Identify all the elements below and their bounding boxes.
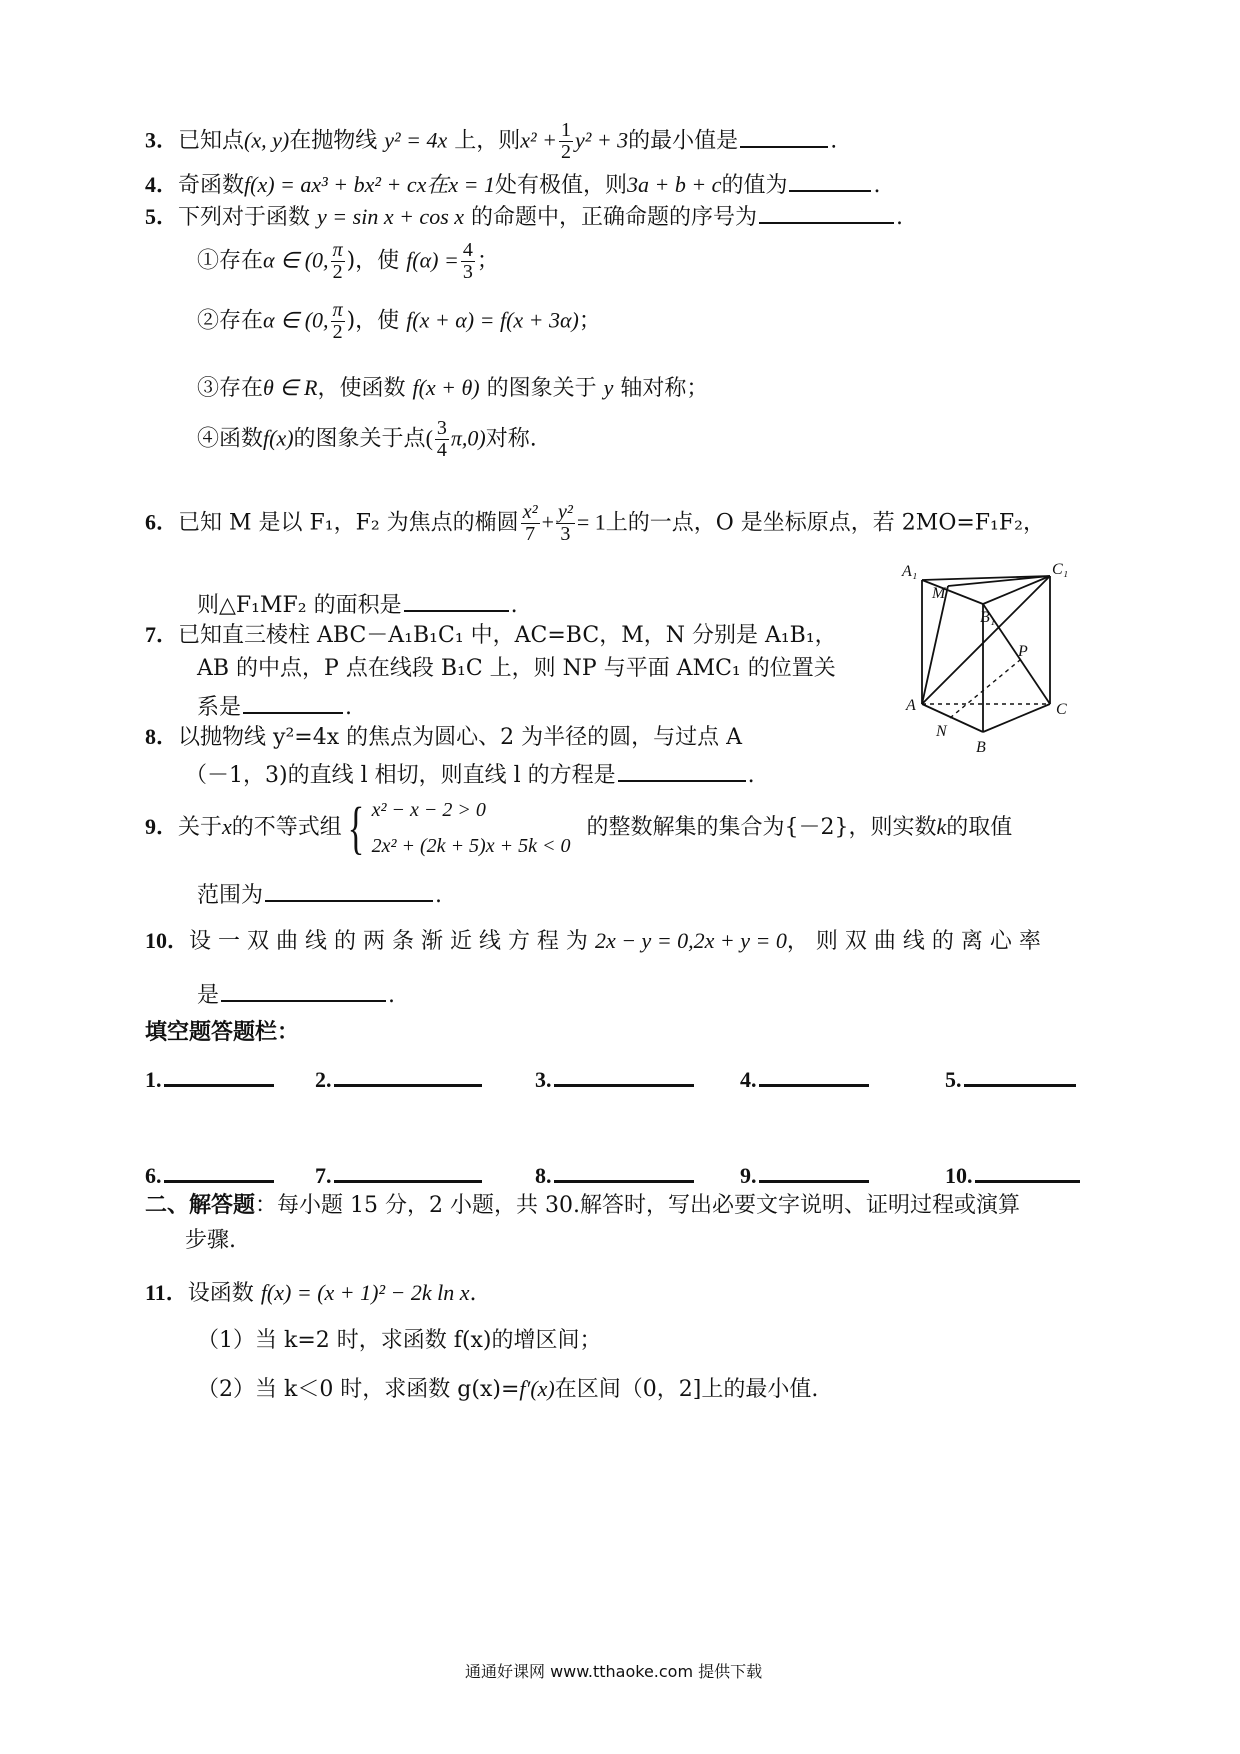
question-number: 7． [145, 622, 179, 647]
text: )，使 [346, 308, 400, 334]
option-1 [197, 240, 499, 283]
fraction [521, 502, 540, 545]
text: 轴对称； [620, 376, 709, 401]
answer-blank[interactable] [759, 1158, 869, 1183]
question-number: 9． [145, 814, 179, 839]
text: ④函数 [197, 426, 264, 452]
text: 是 [197, 983, 220, 1008]
question-6 [145, 502, 1045, 545]
text: 步骤. [185, 1228, 236, 1253]
math: 2x − y = 0,2x + y = 0 [594, 928, 787, 953]
text: 上，则 [454, 128, 521, 154]
answer-blank[interactable] [265, 878, 433, 902]
math: y = sin x + cos x [317, 204, 465, 229]
text: 的值为 [721, 173, 788, 198]
answer-blank[interactable] [789, 168, 871, 192]
text: 上的一点，O 是坐标原点，若 2MO=F₁F₂， [605, 510, 1045, 536]
answer-slot-7[interactable] [315, 1158, 484, 1189]
answer-slot-4[interactable] [740, 1062, 871, 1093]
text: 处有极值，则 [494, 173, 627, 198]
inequality-system [372, 792, 571, 864]
denominator: 2 [332, 261, 343, 283]
text: . [896, 205, 904, 230]
answer-slot-10[interactable] [945, 1158, 1082, 1189]
edge [983, 576, 1050, 604]
text: 设 一 双 曲 线 的 两 条 渐 近 线 方 程 为 [189, 929, 588, 954]
answer-blank[interactable] [554, 1062, 694, 1087]
math: f(x) = (x + 1)² − 2k ln x [260, 1280, 470, 1305]
numerator: 3 [436, 417, 447, 439]
text: 的命题中，正确命题的序号为 [471, 205, 758, 230]
slot-label: 6. [145, 1163, 162, 1188]
question-7 [145, 622, 837, 649]
denominator: 3 [462, 261, 473, 283]
text: 设函数 [187, 1281, 254, 1306]
fraction [559, 120, 573, 163]
denominator: 4 [436, 439, 447, 461]
text: . [469, 1281, 477, 1306]
math: 3a + b + c [626, 172, 722, 197]
text: 在区间（0，2]上的最小值. [554, 1377, 819, 1402]
slot-label: 1. [145, 1067, 162, 1092]
numerator: 4 [462, 239, 473, 261]
question-7-line2 [197, 656, 836, 682]
question-number: 6． [145, 509, 179, 535]
question-10-line2 [197, 978, 395, 1009]
math: x [222, 814, 232, 839]
inequality: x² − x − 2 > 0 [371, 799, 486, 821]
section-2-heading [145, 1193, 1020, 1219]
brace: { [347, 795, 365, 860]
math: θ ∈ R [263, 375, 318, 400]
math: α ∈ (0, [263, 247, 329, 273]
question-number: 4． [145, 172, 179, 197]
text: . [345, 695, 353, 720]
text: 下列对于函数 [178, 205, 311, 230]
answer-blank[interactable] [221, 978, 386, 1002]
denominator: 2 [332, 321, 343, 343]
math: f′(x) [519, 1376, 555, 1401]
math: k [936, 814, 947, 839]
answer-slot-9[interactable] [740, 1158, 871, 1189]
inequality: 2x² + (2k + 5)x + 5k < 0 [371, 835, 571, 857]
text: . [747, 763, 755, 788]
text: 已知 M 是以 F₁，F₂ 为焦点的椭圆 [178, 510, 519, 536]
math: f(x) [263, 425, 294, 451]
label-C1: C₁ [1052, 561, 1069, 578]
numerator: π [332, 239, 343, 261]
math: f(x) = ax³ + bx² + cx在x = 1 [244, 172, 495, 197]
label-P: P [1018, 643, 1028, 660]
label-M: M [932, 585, 946, 602]
question-8-line2 [185, 758, 755, 789]
option-4 [197, 418, 537, 461]
math: y² = 4x [384, 127, 448, 153]
answer-slot-1[interactable] [145, 1062, 276, 1093]
question-6-line2 [197, 588, 518, 619]
text: 范围为 [197, 883, 264, 908]
edge [922, 586, 948, 704]
answer-slot-2[interactable] [315, 1062, 484, 1093]
question-number: 5． [145, 204, 179, 229]
label-A: A [906, 697, 916, 714]
question-8 [145, 724, 742, 751]
math: = 1 [576, 509, 606, 535]
question-3 [145, 120, 837, 163]
slot-label: 10. [945, 1163, 973, 1188]
numerator: 1 [560, 119, 571, 141]
option-3 [197, 375, 708, 402]
text: . [830, 128, 838, 154]
answer-section-title: 填空题答题栏： [145, 1020, 300, 1045]
text: ； [476, 248, 499, 274]
fraction [435, 418, 449, 461]
section-2-line2 [185, 1228, 236, 1254]
hidden-edge [950, 660, 1020, 718]
answer-blank[interactable] [554, 1158, 694, 1183]
math: (x, y) [244, 127, 290, 153]
math: f(α) = [406, 247, 459, 273]
question-4 [145, 168, 880, 199]
slot-label: 7. [315, 1163, 332, 1188]
slot-label: 3. [535, 1067, 552, 1092]
text: 的整数解集的集合为{－2}，则实数 [586, 815, 937, 840]
question-5 [145, 200, 903, 231]
answer-slot-8[interactable] [535, 1158, 696, 1189]
slot-label: 4. [740, 1067, 757, 1092]
answer-blank[interactable] [243, 690, 343, 714]
slot-label: 5. [945, 1067, 962, 1092]
fraction [331, 240, 345, 283]
text: ③存在 [197, 376, 264, 401]
question-9-line2 [197, 878, 442, 909]
question-number: 10． [145, 928, 190, 953]
numerator: y² [557, 501, 573, 523]
question-9 [145, 792, 1012, 864]
text: 已知点 [178, 128, 245, 154]
fraction [556, 502, 575, 545]
option-2 [197, 300, 601, 343]
text: 已知直三棱柱 ABC－A₁B₁C₁ 中，AC=BC，M，N 分别是 A₁B₁， [178, 623, 837, 648]
math: f(x + α) = f(x + 3α) [406, 307, 579, 333]
math: f(x + θ) [412, 375, 480, 400]
answer-blank[interactable] [759, 200, 894, 224]
numerator: x² [522, 501, 538, 523]
fraction [461, 240, 475, 283]
math: π,0) [450, 425, 486, 451]
text: 以抛物线 y²=4x 的焦点为圆心、2 为半径的圆，与过点 A [178, 725, 742, 750]
text: 在抛物线 [289, 128, 378, 154]
text: 则△F₁MF₂ 的面积是 [197, 593, 402, 618]
text: ； [578, 308, 601, 334]
text: )，使 [346, 248, 400, 274]
text: ， 则 双 曲 线 的 离 心 率 [786, 929, 1041, 954]
answer-blank[interactable] [975, 1158, 1080, 1183]
text: （－1，3)的直线 l 相切，则直线 l 的方程是 [185, 763, 616, 788]
label-C: C [1056, 701, 1067, 718]
denominator: 7 [525, 523, 536, 545]
answer-blank[interactable] [404, 588, 509, 612]
answer-blank[interactable] [618, 758, 746, 782]
text: 的图象关于 [486, 376, 597, 401]
math: + [541, 509, 554, 535]
text: 奇函数 [178, 173, 245, 198]
question-11-part1 [197, 1328, 601, 1354]
text: . [510, 593, 518, 618]
question-number: 3． [145, 127, 179, 153]
denominator: 3 [560, 523, 571, 545]
answer-blank[interactable] [759, 1062, 869, 1087]
answer-blank[interactable] [164, 1158, 274, 1183]
math: α ∈ (0, [263, 307, 329, 333]
text: . [435, 883, 443, 908]
math: y [603, 375, 614, 400]
text: AB 的中点，P 点在线段 B₁C 上，则 NP 与平面 AMC₁ 的位置关 [197, 656, 836, 681]
label-N: N [936, 723, 947, 740]
denominator: 2 [560, 141, 571, 163]
question-11-part2 [197, 1376, 818, 1403]
text: . [388, 983, 396, 1008]
text: . [873, 173, 881, 198]
math: y² + 3 [574, 127, 629, 153]
numerator: π [332, 299, 343, 321]
text: 的取值 [946, 815, 1013, 840]
fraction [331, 300, 345, 343]
question-7-line3 [197, 690, 352, 721]
answer-blank[interactable] [740, 124, 828, 148]
label-A1: A₁ [902, 563, 918, 580]
answer-slot-5[interactable] [945, 1062, 1078, 1093]
text: 对称. [485, 426, 537, 452]
text: ：每小题 15 分，2 小题，共 30.解答时，写出必要文字说明、证明过程或演算 [255, 1193, 1020, 1218]
prism-figure [900, 560, 1075, 760]
slot-label: 2. [315, 1067, 332, 1092]
answer-blank[interactable] [964, 1062, 1076, 1087]
slot-label: 8. [535, 1163, 552, 1188]
text: ②存在 [197, 308, 264, 334]
text: 的图象关于点 [293, 426, 426, 452]
text: （2）当 k＜0 时，求函数 g(x)= [197, 1377, 520, 1402]
slot-label: 9. [740, 1163, 757, 1188]
answer-blank[interactable] [334, 1158, 482, 1183]
question-number: 11． [145, 1280, 188, 1305]
text: 的最小值是 [628, 128, 739, 154]
math: ( [425, 425, 433, 451]
answer-blank[interactable] [164, 1062, 274, 1087]
text: 关于 [178, 815, 223, 840]
text: 的不等式组 [231, 815, 342, 840]
label-B1: B₁ [980, 609, 996, 626]
edge [922, 704, 983, 732]
page-footer: 通通好课网 www.tthaoke.com 提供下载 [465, 1662, 763, 1681]
section-title: 二、解答题 [145, 1193, 256, 1218]
question-10 [145, 928, 1041, 955]
text: ，使函数 [317, 376, 406, 401]
edge [983, 704, 1050, 732]
answer-slot-3[interactable] [535, 1062, 696, 1093]
text: ①存在 [197, 248, 264, 274]
text: （1）当 k=2 时，求函数 f(x)的增区间； [197, 1328, 602, 1353]
text: 系是 [197, 695, 242, 720]
question-11 [145, 1280, 477, 1307]
answer-blank[interactable] [334, 1062, 482, 1087]
answer-slot-6[interactable] [145, 1158, 276, 1189]
math: x² + [520, 127, 557, 153]
label-B: B [976, 739, 986, 756]
question-number: 8． [145, 724, 179, 749]
